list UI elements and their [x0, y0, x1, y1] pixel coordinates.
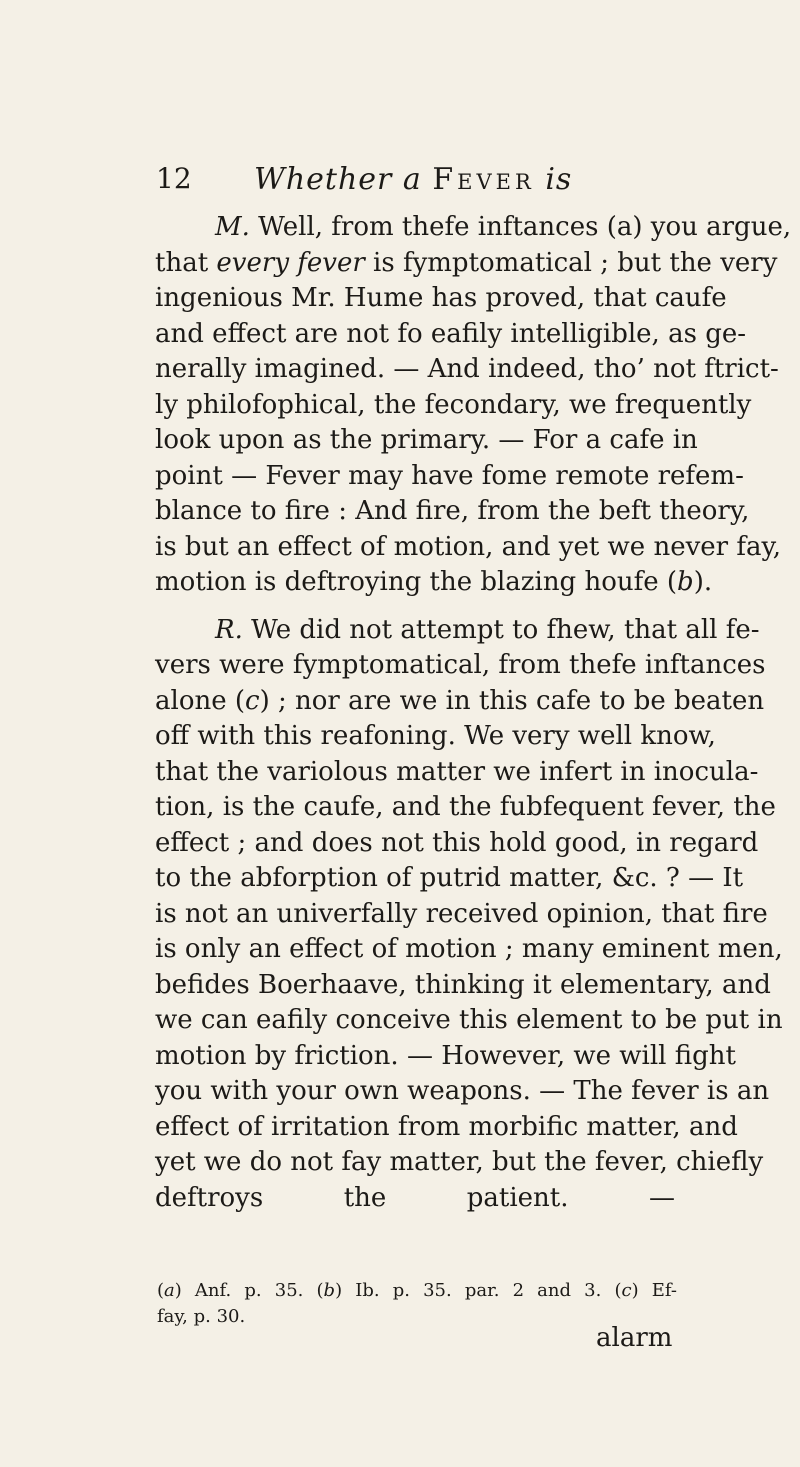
text-line: is only an effect of motion ; many eminent men, [155, 934, 783, 964]
catchword: alarm [596, 1323, 673, 1353]
text-line: nerally imagined. — And indeed, tho’ not ftrict- [155, 354, 779, 384]
text-line: look upon as the primary. — For a cafe in [155, 425, 698, 455]
text-line: effect ; and does not this hold good, in regard [155, 827, 759, 858]
text-line: point — Fever may have fome remote refem- [155, 460, 744, 491]
text-line: effect of irritation from morbific matter, and [155, 1111, 738, 1142]
text-line: is but an effect of motion, and yet we never fay, [155, 531, 781, 562]
text-line: and effect are not fo eafily intelligible, as ge- [155, 318, 747, 349]
text-line: to the abforption of putrid matter, &c. ? — It [155, 863, 744, 893]
text-line: that every fever is fymptomatical ; but the very [155, 247, 778, 278]
text-line: yet we do not fay matter, but the fever, chiefly [155, 1147, 764, 1177]
running-title: Whether a Fever is [254, 162, 573, 197]
text-line [155, 1216, 675, 1252]
text-line: motion by friction. — However, we will fight [155, 1040, 736, 1071]
text-line: alone (c) ; nor are we in this cafe to be beaten [155, 685, 765, 716]
text-line: M. Well, from thefe inftances (a) you argue, [215, 212, 792, 242]
text-line: motion is deftroying the blazing houfe (b). [155, 567, 713, 597]
text-line: ingenious Mr. Hume has proved, that caufe [155, 283, 727, 313]
running-header [156, 162, 676, 202]
text-line: blance to fire : And fire, from the beft theory, [155, 496, 750, 526]
text-line: R. We did not attempt to fhew, that all fe- [215, 614, 760, 645]
text-line: you with your own weapons. — The fever is an [155, 1076, 770, 1106]
text-line: ly philofophical, the fecondary, we frequently [155, 389, 752, 420]
text-line: befides Boerhaave, thinking it elementary, and [155, 969, 771, 1000]
footnote-line: (a) Anf. p. 35. (b) Ib. p. 35. par. 2 and 3. (c) Ef- [157, 1280, 677, 1301]
text-line: is not an univerfally received opinion, that fire [155, 898, 768, 929]
footnote-line: fay, p. 30. [157, 1306, 246, 1327]
text-line: off with this reafoning. We very well know, [155, 721, 716, 751]
main-text [155, 210, 792, 1335]
text-line: that the variolous matter we infert in inocula- [155, 756, 759, 787]
page-number: 12 [156, 162, 192, 195]
text-line: deftroys the patient. — [155, 1182, 675, 1213]
text-line: vers were fymptomatical, from thefe inftances [155, 650, 766, 680]
text-line: tion, is the caufe, and the fubfequent fever, the [155, 792, 776, 822]
text-line: we can eafily conceive this element to be put in [155, 1005, 783, 1035]
